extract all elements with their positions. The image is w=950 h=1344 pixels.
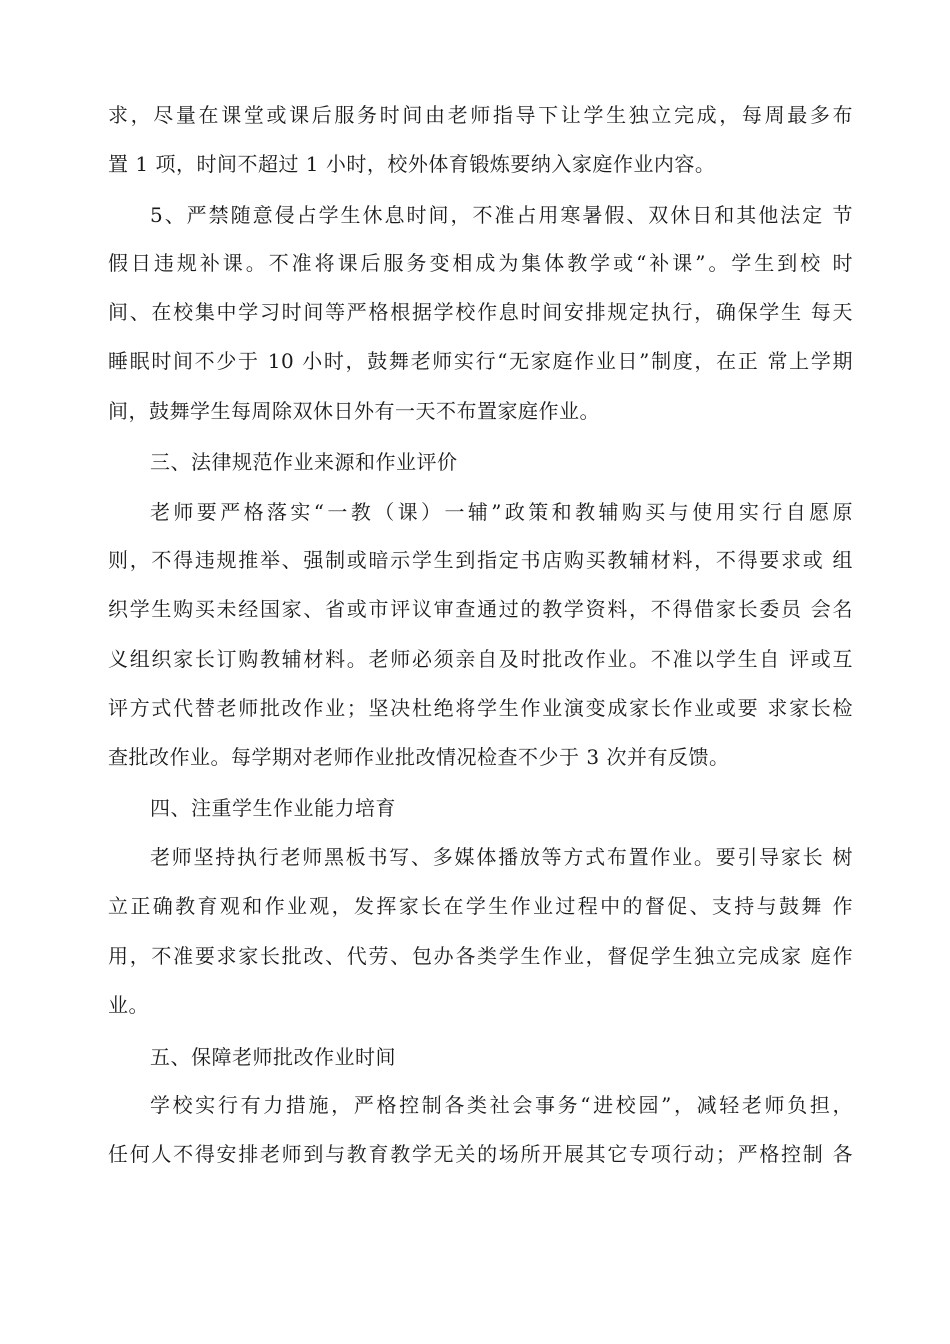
body-line: 业。 — [108, 993, 149, 1017]
body-line: 立正确教育观和作业观，发挥家长在学生作业过程中的督促、支持与鼓舞 作 — [108, 894, 853, 918]
body-line: 用，不准要求家长批改、代劳、包办各类学生作业，督促学生独立完成家 庭作 — [108, 944, 853, 968]
body-line: 则，不得违规推举、强制或暗示学生到指定书店购买教辅材料，不得要求或 组 — [108, 548, 853, 572]
body-line: 求，尽量在课堂或课后服务时间由老师指导下让学生独立完成，每周最多布 — [108, 103, 853, 127]
body-line: 假日违规补课。不准将课后服务变相成为集体教学或“补课”。学生到校 时 — [108, 251, 853, 275]
body-line: 义组织家长订购教辅材料。老师必须亲自及时批改作业。不准以学生自 评或互 — [108, 647, 853, 671]
body-line: 学校实行有力措施，严格控制各类社会事务“进校园”，减轻老师负担， — [150, 1093, 853, 1117]
body-line: 间、在校集中学习时间等严格根据学校作息时间安排规定执行，确保学生 每天 — [108, 300, 853, 324]
section-heading: 四、注重学生作业能力培育 — [150, 796, 396, 820]
body-line: 查批改作业。每学期对老师作业批改情况检查不少于 3 次并有反馈。 — [108, 745, 730, 769]
section-heading: 五、保障老师批改作业时间 — [150, 1045, 396, 1069]
body-line: 5、严禁随意侵占学生休息时间，不准占用寒暑假、双休日和其他法定 节 — [150, 203, 853, 227]
body-line: 老师坚持执行老师黑板书写、多媒体播放等方式布置作业。要引导家长 树 — [150, 845, 853, 869]
body-line: 间，鼓舞学生每周除双休日外有一天不布置家庭作业。 — [108, 399, 600, 423]
section-heading: 三、法律规范作业来源和作业评价 — [150, 450, 458, 474]
body-line: 任何人不得安排老师到与教育教学无关的场所开展其它专项行动；严格控制 各 — [108, 1142, 853, 1166]
body-line: 置 1 项，时间不超过 1 小时，校外体育锻炼要纳入家庭作业内容。 — [108, 152, 716, 176]
body-line: 老师要严格落实“一教（课）一辅”政策和教辅购买与使用实行自愿原 — [150, 500, 853, 524]
body-line: 评方式代替老师批改作业；坚决杜绝将学生作业演变成家长作业或要 求家长检 — [108, 696, 853, 720]
body-line: 睡眠时间不少于 10 小时，鼓舞老师实行“无家庭作业日”制度，在正 常上学期 — [108, 349, 853, 373]
body-line: 织学生购买未经国家、省或市评议审查通过的教学资料，不得借家长委员 会名 — [108, 597, 853, 621]
